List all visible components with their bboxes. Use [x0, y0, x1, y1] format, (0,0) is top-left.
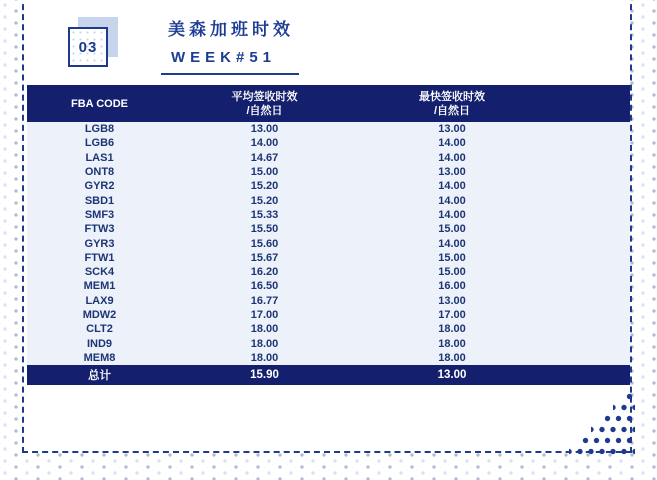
table-row	[27, 165, 630, 179]
table-row	[27, 322, 630, 336]
cell-fba-code: GYR3	[84, 237, 115, 250]
cell-fastest-time: 14.00	[438, 151, 466, 164]
cell-empty	[547, 294, 630, 308]
cell-fba-code: LAS1	[85, 151, 114, 164]
column-header-empty	[547, 85, 630, 122]
dots-row	[602, 413, 635, 424]
cell-empty	[547, 279, 630, 293]
cell-fastest-time: 14.00	[438, 137, 466, 150]
cell-avg-time: 16.77	[250, 294, 279, 307]
cell-fastest-time: 15.00	[438, 251, 466, 264]
section-number-badge	[68, 27, 108, 67]
table-row	[27, 251, 630, 265]
cell-fba-code: CLT2	[86, 323, 113, 336]
column-header-fastest-time	[357, 85, 547, 122]
cell-fba-code: GYR2	[84, 180, 115, 193]
corner-dots-decoration	[569, 391, 635, 457]
title-underline	[161, 73, 299, 75]
cell-fastest-time: 13.00	[438, 123, 466, 136]
cell-empty	[547, 208, 630, 222]
cell-fba-code: FTW3	[84, 223, 115, 236]
cell-fba-code: LAX9	[85, 294, 114, 307]
cell-empty	[547, 336, 630, 350]
cell-fba-code: SBD1	[84, 194, 115, 207]
cell-fastest-time: 18.00	[438, 351, 466, 364]
cell-fba-code: ONT8	[84, 166, 115, 179]
cell-fastest-time: 17.00	[438, 309, 466, 321]
table-row	[27, 179, 630, 193]
cell-fastest-time: 13.00	[438, 294, 466, 307]
table-row	[27, 265, 630, 279]
cell-fba-code: SMF3	[84, 208, 115, 221]
cell-avg-time: 18.00	[250, 323, 279, 336]
cell-fastest-time: 14.00	[438, 180, 466, 193]
total-avg-time: 15.90	[250, 369, 279, 382]
table-row	[27, 294, 630, 308]
column-header-subtext: /自然日	[246, 104, 283, 117]
table-row	[27, 222, 630, 236]
dots-row	[613, 402, 635, 413]
cell-avg-time: 14.00	[250, 137, 279, 150]
column-header-text: 最快签收时效	[419, 90, 485, 103]
cell-empty	[547, 151, 630, 165]
cell-fastest-time: 18.00	[438, 323, 466, 336]
cell-fastest-time: 14.00	[438, 208, 466, 221]
cell-fastest-time: 13.00	[438, 166, 466, 179]
table-total-row	[27, 365, 630, 385]
page-title: 美森加班时效	[168, 20, 294, 39]
cell-empty	[547, 165, 630, 179]
cell-fastest-time: 14.00	[438, 194, 466, 207]
table-body	[27, 122, 630, 365]
cell-fastest-time: 16.00	[438, 280, 466, 293]
cell-empty	[547, 251, 630, 265]
cell-empty	[547, 236, 630, 250]
cell-avg-time: 16.50	[250, 280, 279, 293]
cell-avg-time: 16.20	[250, 266, 279, 279]
table-row	[27, 193, 630, 207]
cell-empty	[547, 308, 630, 322]
table-row	[27, 351, 630, 365]
cell-avg-time: 15.67	[250, 251, 279, 264]
cell-empty	[547, 322, 630, 336]
cell-empty	[547, 122, 630, 136]
cell-avg-time: 18.00	[250, 337, 279, 350]
cell-avg-time: 15.33	[250, 208, 279, 221]
column-header-fba-code	[27, 85, 172, 122]
table-header-row	[27, 85, 630, 122]
table-row	[27, 336, 630, 350]
cell-avg-time: 14.67	[250, 151, 279, 164]
table-row	[27, 279, 630, 293]
table-row	[27, 151, 630, 165]
total-fastest-time: 13.00	[437, 369, 467, 382]
cell-fastest-time: 15.00	[438, 266, 466, 279]
cell-avg-time: 15.20	[250, 180, 279, 193]
cell-fba-code: SCK4	[84, 266, 115, 279]
table-row	[27, 122, 630, 136]
dots-row	[624, 391, 635, 402]
cell-fastest-time: 18.00	[438, 337, 466, 350]
total-label: 总计	[88, 370, 111, 383]
cell-avg-time: 17.00	[250, 309, 279, 321]
table-row	[27, 136, 630, 150]
cell-fba-code: MEM8	[83, 351, 116, 364]
cell-avg-time: 13.00	[250, 123, 279, 136]
cell-avg-time: 15.20	[250, 194, 279, 207]
cell-empty	[547, 136, 630, 150]
cell-fastest-time: 14.00	[438, 237, 466, 250]
timeliness-table	[27, 85, 630, 385]
dots-row	[580, 435, 635, 446]
cell-avg-time: 15.60	[250, 237, 279, 250]
dots-row	[569, 446, 635, 457]
cell-empty	[547, 179, 630, 193]
cell-fba-code: MEM1	[83, 280, 116, 293]
week-subtitle: WEEK#51	[171, 49, 277, 66]
table-row	[27, 208, 630, 222]
total-empty	[547, 365, 630, 385]
cell-empty	[547, 222, 630, 236]
cell-avg-time: 18.00	[250, 351, 279, 364]
column-header-text: FBA CODE	[70, 97, 129, 110]
cell-fba-code: LGB6	[84, 137, 115, 150]
dots-row	[591, 424, 635, 435]
title-block	[161, 15, 299, 75]
cell-fba-code: LGB8	[84, 123, 115, 136]
cell-empty	[547, 193, 630, 207]
cell-fastest-time: 15.00	[438, 223, 466, 236]
cell-fba-code: IND9	[86, 337, 113, 350]
table-row	[27, 308, 630, 322]
cell-empty	[547, 265, 630, 279]
cell-avg-time: 15.50	[250, 223, 279, 236]
cell-avg-time: 15.00	[250, 166, 279, 179]
cell-fba-code: MDW2	[82, 309, 117, 321]
column-header-text: 平均签收时效	[231, 90, 298, 103]
table-row	[27, 236, 630, 250]
section-number: 03	[78, 38, 98, 56]
column-header-avg-time	[172, 85, 357, 122]
cell-fba-code: FTW1	[84, 251, 115, 264]
cell-empty	[547, 351, 630, 365]
column-header-subtext: /自然日	[433, 104, 471, 117]
